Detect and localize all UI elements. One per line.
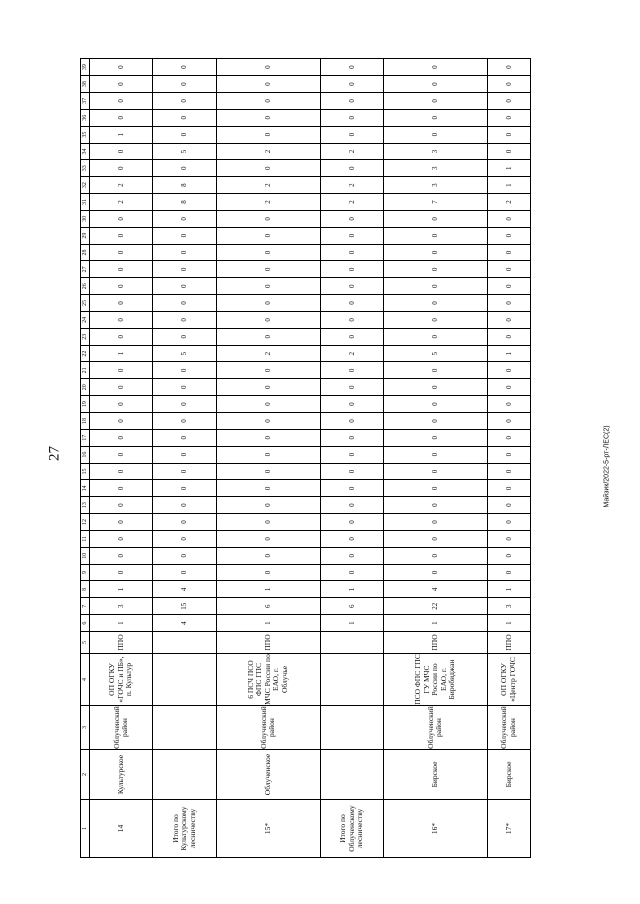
value-cell: 0	[487, 547, 530, 564]
value-cell: 0	[320, 311, 383, 328]
value-cell: 8	[153, 177, 216, 194]
value-cell: 0	[487, 480, 530, 497]
value-cell: 0	[153, 446, 216, 463]
value-cell: 1	[216, 615, 320, 632]
value-cell: 8	[153, 194, 216, 211]
value-cell: 0	[216, 210, 320, 227]
value-cell: 0	[153, 109, 216, 126]
cell-c1: 17*	[487, 800, 530, 858]
value-cell: 0	[90, 311, 153, 328]
column-number-35: 35	[81, 126, 90, 143]
column-number-26: 26	[81, 278, 90, 295]
value-cell: 0	[153, 530, 216, 547]
column-number-12: 12	[81, 514, 90, 531]
value-cell: 0	[487, 143, 530, 160]
value-cell: 0	[383, 244, 487, 261]
table-row	[320, 59, 383, 858]
cell-c5: ППО	[383, 632, 487, 654]
column-number-17: 17	[81, 429, 90, 446]
column-number-38: 38	[81, 76, 90, 93]
value-cell: 0	[487, 429, 530, 446]
value-cell: 0	[487, 446, 530, 463]
value-cell: 1	[487, 345, 530, 362]
value-cell: 0	[320, 413, 383, 430]
value-cell: 0	[153, 59, 216, 76]
column-number-9: 9	[81, 564, 90, 581]
value-cell: 0	[90, 76, 153, 93]
cell-c4	[153, 654, 216, 706]
value-cell: 0	[153, 413, 216, 430]
value-cell: 0	[153, 362, 216, 379]
value-cell: 0	[487, 396, 530, 413]
value-cell: 0	[90, 160, 153, 177]
cell-c5: ППО	[487, 632, 530, 654]
column-number-16: 16	[81, 446, 90, 463]
value-cell: 2	[487, 194, 530, 211]
value-cell: 2	[216, 143, 320, 160]
value-cell: 0	[216, 295, 320, 312]
value-cell: 0	[90, 547, 153, 564]
value-cell: 0	[383, 328, 487, 345]
column-number-31: 31	[81, 194, 90, 211]
value-cell: 1	[487, 160, 530, 177]
value-cell: 2	[320, 143, 383, 160]
value-cell: 0	[320, 379, 383, 396]
value-cell: 0	[383, 362, 487, 379]
value-cell: 1	[90, 345, 153, 362]
value-cell: 0	[90, 379, 153, 396]
column-number-4: 4	[81, 654, 90, 706]
cell-c4: ОП ОГКУ «Центр ГОЧС	[487, 654, 530, 706]
value-cell: 0	[487, 76, 530, 93]
value-cell: 2	[216, 345, 320, 362]
value-cell: 0	[216, 547, 320, 564]
value-cell: 0	[320, 59, 383, 76]
column-number-19: 19	[81, 396, 90, 413]
value-cell: 0	[90, 396, 153, 413]
value-cell: 3	[383, 177, 487, 194]
value-cell: 0	[216, 126, 320, 143]
value-cell: 0	[383, 278, 487, 295]
column-number-14: 14	[81, 480, 90, 497]
value-cell: 15	[153, 598, 216, 615]
cell-c4	[320, 654, 383, 706]
value-cell: 0	[216, 463, 320, 480]
value-cell: 0	[383, 59, 487, 76]
value-cell: 0	[90, 463, 153, 480]
cell-c1: Итого по Облученскому лесничеству	[320, 800, 383, 858]
value-cell: 0	[90, 514, 153, 531]
column-number-6: 6	[81, 615, 90, 632]
value-cell: 0	[320, 244, 383, 261]
value-cell: 0	[383, 547, 487, 564]
value-cell: 0	[90, 143, 153, 160]
value-cell: 3	[383, 160, 487, 177]
cell-c3	[320, 706, 383, 750]
value-cell: 0	[320, 126, 383, 143]
value-cell: 0	[487, 295, 530, 312]
column-number-23: 23	[81, 328, 90, 345]
value-cell: 0	[153, 295, 216, 312]
value-cell: 0	[216, 480, 320, 497]
value-cell: 2	[320, 194, 383, 211]
value-cell: 0	[320, 227, 383, 244]
column-number-3: 3	[81, 706, 90, 750]
value-cell: 0	[90, 93, 153, 110]
value-cell: 2	[90, 194, 153, 211]
value-cell: 0	[216, 413, 320, 430]
value-cell: 0	[153, 497, 216, 514]
value-cell: 0	[487, 261, 530, 278]
value-cell: 6	[320, 598, 383, 615]
value-cell: 0	[383, 429, 487, 446]
value-cell: 0	[153, 311, 216, 328]
value-cell: 0	[320, 429, 383, 446]
column-number-30: 30	[81, 210, 90, 227]
column-number-18: 18	[81, 413, 90, 430]
value-cell: 0	[216, 328, 320, 345]
value-cell: 0	[320, 210, 383, 227]
value-cell: 0	[216, 93, 320, 110]
value-cell: 0	[216, 244, 320, 261]
value-cell: 2	[320, 345, 383, 362]
column-number-34: 34	[81, 143, 90, 160]
cell-c2: Бирское	[487, 750, 530, 800]
value-cell: 0	[90, 244, 153, 261]
value-cell: 0	[487, 379, 530, 396]
table-row	[90, 59, 153, 858]
cell-c2: Культурское	[90, 750, 153, 800]
value-cell: 0	[90, 497, 153, 514]
column-number-25: 25	[81, 295, 90, 312]
cell-c2: Облученское	[216, 750, 320, 800]
value-cell: 7	[383, 194, 487, 211]
value-cell: 0	[216, 530, 320, 547]
rotated-table-container	[80, 58, 531, 858]
value-cell: 0	[216, 160, 320, 177]
value-cell: 0	[216, 76, 320, 93]
column-number-33: 33	[81, 160, 90, 177]
value-cell: 0	[383, 210, 487, 227]
value-cell: 0	[487, 93, 530, 110]
value-cell: 0	[487, 278, 530, 295]
cell-c3	[153, 706, 216, 750]
column-number-22: 22	[81, 345, 90, 362]
value-cell: 0	[153, 278, 216, 295]
value-cell: 0	[90, 362, 153, 379]
table-row	[487, 59, 530, 858]
value-cell: 0	[487, 530, 530, 547]
value-cell: 0	[153, 210, 216, 227]
value-cell: 0	[383, 497, 487, 514]
value-cell: 0	[320, 109, 383, 126]
value-cell: 1	[320, 615, 383, 632]
value-cell: 0	[487, 328, 530, 345]
value-cell: 2	[216, 194, 320, 211]
value-cell: 0	[487, 311, 530, 328]
value-cell: 1	[90, 615, 153, 632]
column-number-24: 24	[81, 311, 90, 328]
cell-c2	[320, 750, 383, 800]
column-number-21: 21	[81, 362, 90, 379]
value-cell: 0	[90, 480, 153, 497]
value-cell: 0	[216, 396, 320, 413]
value-cell: 0	[320, 328, 383, 345]
value-cell: 0	[90, 328, 153, 345]
value-cell: 0	[383, 413, 487, 430]
value-cell: 2	[320, 177, 383, 194]
value-cell: 0	[320, 497, 383, 514]
value-cell: 0	[216, 446, 320, 463]
value-cell: 0	[153, 160, 216, 177]
value-cell: 0	[320, 564, 383, 581]
value-cell: 0	[320, 446, 383, 463]
value-cell: 3	[90, 598, 153, 615]
cell-c4: 6 ПСЧ ПСО ФПС ГПС МЧС России по ЕАО, г. Облучье	[216, 654, 320, 706]
value-cell: 0	[320, 93, 383, 110]
column-number-32: 32	[81, 177, 90, 194]
column-number-5: 5	[81, 632, 90, 654]
value-cell: 0	[153, 463, 216, 480]
value-cell: 0	[153, 261, 216, 278]
value-cell: 0	[383, 480, 487, 497]
value-cell: 1	[487, 177, 530, 194]
value-cell: 0	[216, 429, 320, 446]
value-cell: 0	[383, 93, 487, 110]
column-number-8: 8	[81, 581, 90, 598]
value-cell: 0	[487, 109, 530, 126]
cell-c2	[153, 750, 216, 800]
value-cell: 0	[320, 480, 383, 497]
value-cell: 0	[216, 261, 320, 278]
value-cell: 0	[320, 396, 383, 413]
value-cell: 2	[216, 177, 320, 194]
column-number-11: 11	[81, 530, 90, 547]
value-cell: 0	[216, 564, 320, 581]
value-cell: 0	[216, 497, 320, 514]
cell-c3: Облученский район	[487, 706, 530, 750]
value-cell: 0	[90, 446, 153, 463]
value-cell: 0	[383, 295, 487, 312]
value-cell: 0	[320, 362, 383, 379]
value-cell: 0	[216, 514, 320, 531]
value-cell: 0	[216, 59, 320, 76]
cell-c5: ППО	[90, 632, 153, 654]
value-cell: 0	[320, 463, 383, 480]
value-cell: 0	[90, 109, 153, 126]
value-cell: 1	[90, 581, 153, 598]
table-row	[383, 59, 487, 858]
value-cell: 0	[153, 76, 216, 93]
table-row	[216, 59, 320, 858]
value-cell: 0	[487, 413, 530, 430]
column-number-27: 27	[81, 261, 90, 278]
value-cell: 1	[90, 126, 153, 143]
value-cell: 0	[153, 227, 216, 244]
value-cell: 5	[383, 345, 487, 362]
value-cell: 0	[153, 244, 216, 261]
value-cell: 4	[383, 581, 487, 598]
value-cell: 0	[153, 564, 216, 581]
value-cell: 3	[487, 598, 530, 615]
value-cell: 0	[216, 227, 320, 244]
column-number-29: 29	[81, 227, 90, 244]
value-cell: 0	[216, 311, 320, 328]
value-cell: 0	[383, 379, 487, 396]
value-cell: 0	[487, 514, 530, 531]
value-cell: 0	[383, 109, 487, 126]
cell-c3: Облученский район	[90, 706, 153, 750]
value-cell: 0	[90, 530, 153, 547]
value-cell: 6	[216, 598, 320, 615]
value-cell: 0	[90, 261, 153, 278]
page-number: 27	[46, 446, 63, 461]
value-cell: 0	[216, 278, 320, 295]
value-cell: 0	[320, 295, 383, 312]
value-cell: 0	[487, 463, 530, 480]
value-cell: 0	[216, 109, 320, 126]
cell-c1: 14	[90, 800, 153, 858]
value-cell: 0	[383, 261, 487, 278]
value-cell: 0	[153, 429, 216, 446]
value-cell: 0	[90, 278, 153, 295]
value-cell: 0	[383, 396, 487, 413]
value-cell: 0	[383, 126, 487, 143]
cell-c1: 16*	[383, 800, 487, 858]
column-number-15: 15	[81, 463, 90, 480]
column-number-1: 1	[81, 800, 90, 858]
value-cell: 1	[320, 581, 383, 598]
document-code-text: Майзик/2022-5-рт-ЛЕС(2)	[603, 425, 611, 508]
value-cell: 0	[320, 530, 383, 547]
value-cell: 22	[383, 598, 487, 615]
value-cell: 1	[487, 581, 530, 598]
column-number-37: 37	[81, 93, 90, 110]
table-body	[90, 59, 531, 858]
value-cell: 0	[90, 210, 153, 227]
value-cell: 3	[383, 143, 487, 160]
value-cell: 0	[487, 362, 530, 379]
cell-c4: ПСО ФПС ГПС ГУ МЧС России по ЕАО, г. Биробиджан	[383, 654, 487, 706]
value-cell: 0	[383, 227, 487, 244]
value-cell: 0	[153, 514, 216, 531]
value-cell: 0	[320, 76, 383, 93]
value-cell: 0	[383, 514, 487, 531]
value-cell: 0	[153, 379, 216, 396]
value-cell: 5	[153, 345, 216, 362]
value-cell: 0	[383, 463, 487, 480]
value-cell: 0	[487, 210, 530, 227]
value-cell: 0	[216, 379, 320, 396]
value-cell: 0	[320, 278, 383, 295]
value-cell: 0	[383, 76, 487, 93]
value-cell: 0	[487, 126, 530, 143]
value-cell: 0	[90, 413, 153, 430]
cell-c5	[153, 632, 216, 654]
value-cell: 0	[383, 530, 487, 547]
value-cell: 0	[153, 396, 216, 413]
column-number-36: 36	[81, 109, 90, 126]
column-number-10: 10	[81, 547, 90, 564]
data-table	[80, 58, 531, 858]
cell-c5: ППО	[216, 632, 320, 654]
cell-c4: ОП ОГКУ «ГОЧС и ПБ», п. Культур	[90, 654, 153, 706]
value-cell: 0	[90, 227, 153, 244]
value-cell: 0	[153, 547, 216, 564]
value-cell: 0	[153, 93, 216, 110]
value-cell: 1	[383, 615, 487, 632]
value-cell: 0	[90, 429, 153, 446]
cell-c3: Облученский район	[216, 706, 320, 750]
value-cell: 0	[320, 261, 383, 278]
cell-c1: Итого по Культурскому лесничеству	[153, 800, 216, 858]
value-cell: 0	[487, 244, 530, 261]
cell-c2: Бирское	[383, 750, 487, 800]
column-number-28: 28	[81, 244, 90, 261]
value-cell: 0	[383, 446, 487, 463]
value-cell: 5	[153, 143, 216, 160]
column-number-20: 20	[81, 379, 90, 396]
value-cell: 0	[153, 328, 216, 345]
value-cell: 0	[90, 564, 153, 581]
value-cell: 0	[487, 497, 530, 514]
column-number-13: 13	[81, 497, 90, 514]
value-cell: 0	[320, 547, 383, 564]
value-cell: 0	[487, 59, 530, 76]
value-cell: 4	[153, 581, 216, 598]
value-cell: 0	[90, 59, 153, 76]
value-cell: 0	[487, 564, 530, 581]
cell-c1: 15*	[216, 800, 320, 858]
value-cell: 0	[153, 480, 216, 497]
column-number-2: 2	[81, 750, 90, 800]
value-cell: 0	[383, 311, 487, 328]
table-row	[153, 59, 216, 858]
value-cell: 0	[90, 295, 153, 312]
value-cell: 4	[153, 615, 216, 632]
value-cell: 0	[383, 564, 487, 581]
cell-c3: Облученский район	[383, 706, 487, 750]
value-cell: 0	[320, 160, 383, 177]
column-number-39: 39	[81, 59, 90, 76]
column-number-7: 7	[81, 598, 90, 615]
value-cell: 0	[216, 362, 320, 379]
value-cell: 1	[216, 581, 320, 598]
cell-c5	[320, 632, 383, 654]
value-cell: 0	[487, 227, 530, 244]
value-cell: 2	[90, 177, 153, 194]
value-cell: 0	[153, 126, 216, 143]
value-cell: 1	[487, 615, 530, 632]
value-cell: 0	[320, 514, 383, 531]
column-number-header	[81, 59, 90, 858]
